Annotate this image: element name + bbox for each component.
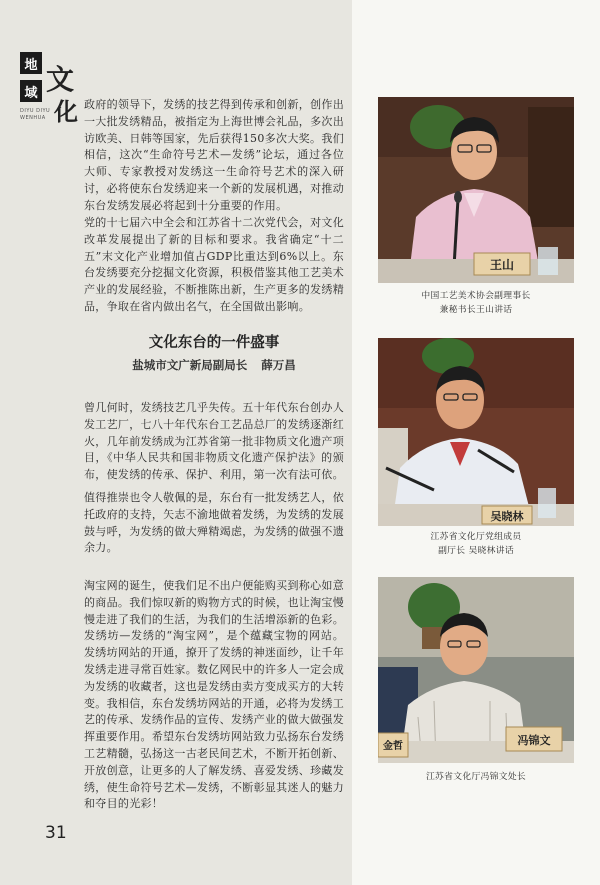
logo-big-char-1: 文: [46, 63, 75, 96]
name-plate-3: 冯锦文: [517, 734, 551, 747]
caption-2-line-1: 江苏省文化厅党组成员: [430, 532, 522, 542]
photo-caption-3: [378, 770, 574, 784]
photo-speaker-1: [378, 97, 574, 283]
logo-char-box-2: 域: [20, 80, 42, 102]
article-title: 文化东台的一件盛事: [148, 335, 280, 351]
caption-3-line-1: 江苏省文化厅冯锦文处长: [425, 772, 527, 782]
photo-speaker-3-image: [378, 577, 574, 763]
article-paragraph-1: 曾几何时，发绣技艺几乎失传。五十年代东台创办人发工艺厂，七八十年代东台工艺品总厂的发绣逐渐红火，几年前发绣成为江苏省第一批非物质文化遗产项目，《中华人民共和国非物质文化遗产保护法》的颁布，使发绣的传承、保护、利用，第一次有法可依。: [84, 401, 344, 482]
page-number: 31: [45, 823, 67, 843]
continued-paragraph-2: 党的十七届六中全会和江苏省十二次党代会，对文化改革发展提出了新的目标和要求。我省确定“十二五”末文化产业增加值占GDP比重达到6%以上。东台发绣要充分挖掘文化资源，积极借鉴其他工艺美术产业的发展经验，不断推陈出新，生产更多的发绣精品，争取在省内做出名气，在全国做出影响。: [84, 216, 344, 313]
section-logo: [20, 42, 82, 130]
logo-big-char-2: 化: [54, 97, 78, 126]
byline-org: 盐城市文广新局副局长: [132, 358, 248, 372]
logo-char-box-1: 地: [20, 52, 42, 74]
name-plate-partial: 金哲: [383, 741, 403, 752]
caption-2-line-2: 副厅长 吴晓林讲话: [438, 546, 514, 556]
caption-1-line-2: 兼秘书长王山讲话: [439, 305, 513, 315]
name-plate-2: 吴晓林: [490, 510, 524, 523]
photo-caption-1: [378, 289, 574, 317]
logo-pinyin-line-2: WENHUA: [20, 115, 46, 121]
byline-name: 薛万昌: [261, 358, 296, 372]
caption-1-line-1: 中国工艺美术协会副理事长: [421, 291, 531, 301]
article-paragraph-3: 淘宝网的诞生，使我们足不出户便能购买到称心如意的商品。我们惊叹新的购物方式的时候，也让淘宝慢慢走进了我们的生活，为我们的生活增添新的色彩。发绣坊—发绣的“淘宝网”，是个蕴藏宝物的网站。发绣坊网站的开通，撩开了发绣的神迷面纱，让千年发绣走进寻常百姓家。数亿网民中的许多人一定会成为发绣的收藏者，这也是发绣由卖方变成买方的大转变。我相信，东台发绣坊网站的开通，必将为发绣工艺的传承、发绣作品的宣传、发绣产业的做大做强发挥重要作用。希望东台发绣坊网站致力弘扬东台发绣工艺精髓，弘扬这一古老民间艺术，不断开拓创新、开放创意，让更多的人了解发绣、喜爱发绣、珍藏发绣，使生命符号艺术—发绣，不断彰显其迷人的魅力和夺目的光彩！: [84, 579, 344, 811]
photo-speaker-3: [378, 577, 574, 763]
photo-caption-2: [378, 530, 574, 558]
photo-speaker-1-image: [378, 97, 574, 283]
photo-speaker-2: [378, 338, 574, 526]
name-plate-1: 王山: [489, 258, 515, 272]
article-paragraph-2: 值得推崇也令人敬佩的是，东台有一批发绣艺人，依托政府的支持，矢志不渝地做着发绣，为发绣的发展鼓与呼，为发绣的做大殚精竭虑，为发绣的做强不遗余力。: [84, 491, 344, 555]
article-byline: [84, 357, 344, 373]
logo-pinyin-line-1: DIYU DIYU: [20, 108, 51, 114]
logo-pinyin: [20, 108, 50, 122]
continued-paragraph-1: 政府的领导下，发绣的技艺得到传承和创新，创作出一大批发绣精品，被指定为上海世博会礼品，多次出访欧美、日韩等国家，先后获得150多次大奖。我们相信，这次“生命符号艺术—发绣”论坛，通过各位大师、专家教授对发绣这一生命符号艺术的深入研讨，必将使东台发绣迎来一个新的发展机遇，对推动东台发绣发展必将起到十分重要的作用。: [84, 98, 344, 212]
photo-speaker-2-image: [378, 338, 574, 526]
